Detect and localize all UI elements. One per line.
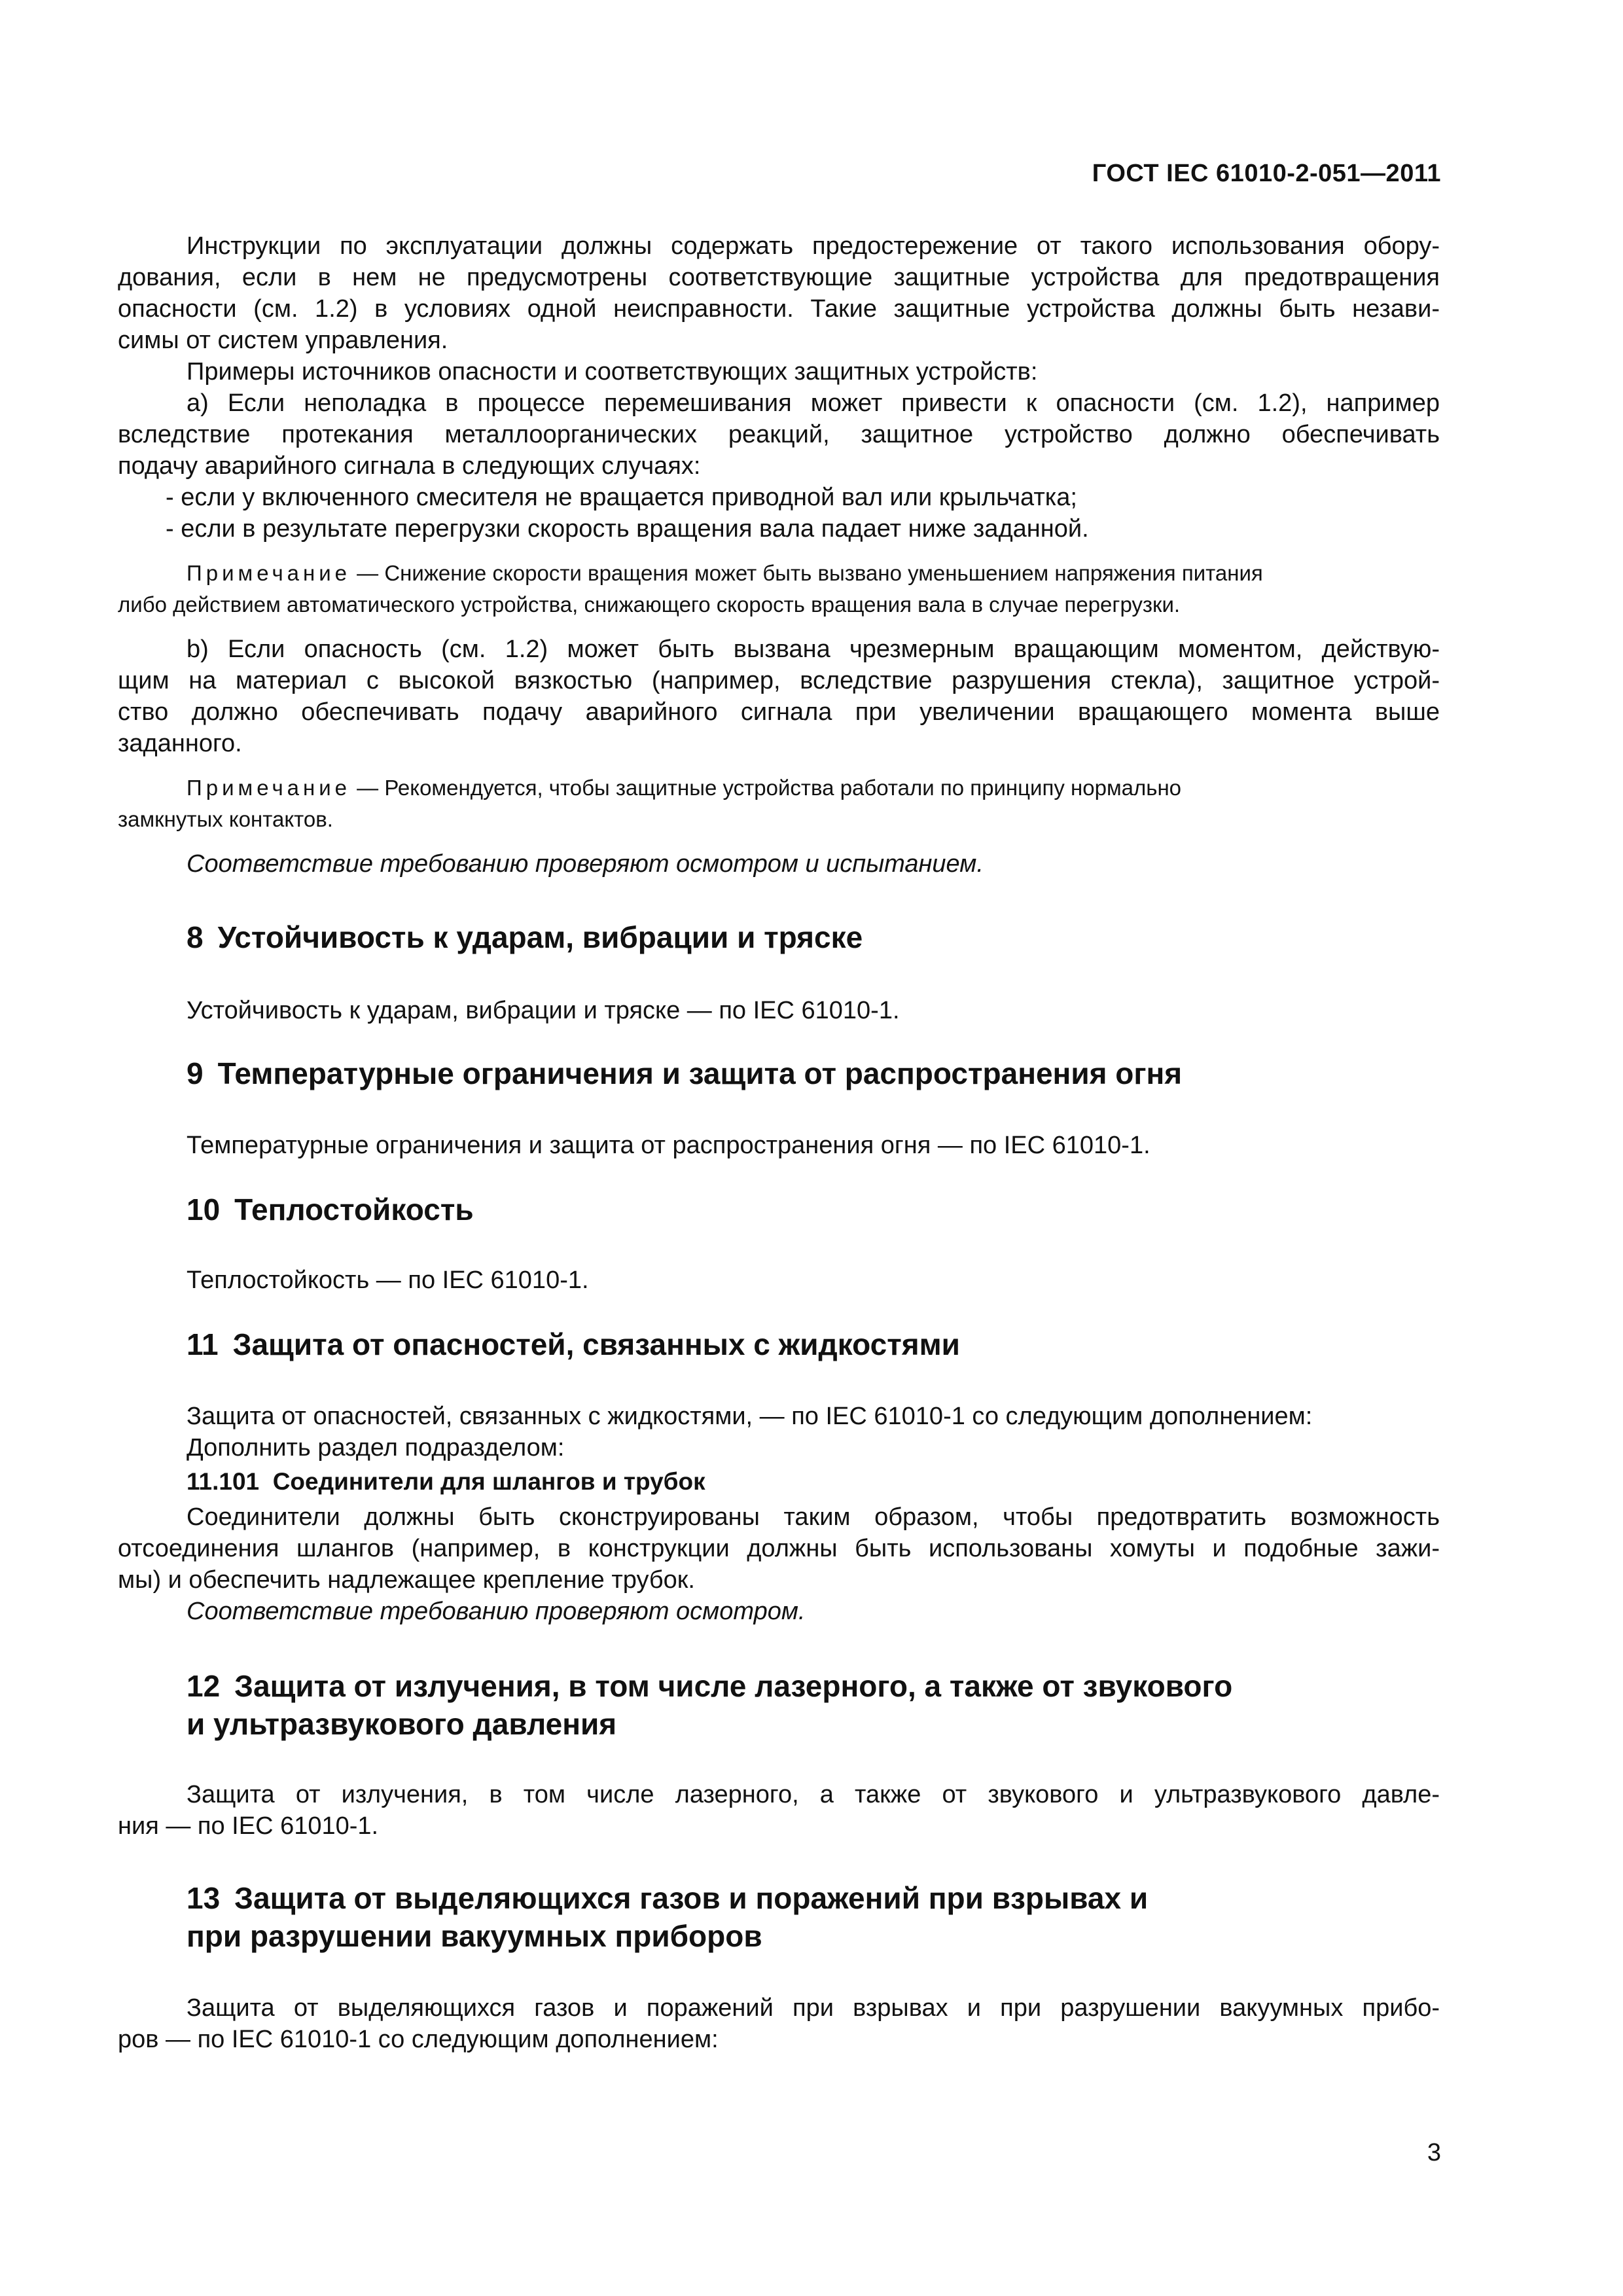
section-text: ния — по IEC 61010-1.	[118, 1812, 379, 1840]
section-text: Теплостойкость — по IEC 61010-1.	[187, 1266, 589, 1294]
section-text: Защита от опасностей, связанных с жидкостями, — по IEC 61010-1 со следующим дополнением:	[187, 1403, 1313, 1430]
section-heading	[187, 1190, 474, 1229]
note-text: — Снижение скорости вращения может быть вызвано уменьшением напряжения питания	[351, 561, 1263, 585]
section-number: 9	[187, 1056, 204, 1090]
note-text: — Рекомендуется, чтобы защитные устройства работали по принципу нормально	[351, 776, 1182, 800]
section-number: 13	[187, 1881, 221, 1915]
section-title: Теплостойкость	[234, 1193, 474, 1227]
section-title: Защита от опасностей, связанных с жидкостями	[232, 1327, 960, 1361]
section-title: Температурные ограничения и защита от распространения огня	[217, 1056, 1183, 1090]
list-item-a-line: а) Если неполадка в процессе перемешивания может привести к опасности (см. 1.2), например	[187, 389, 1440, 417]
paragraph-line: мы) и обеспечить надлежащее крепление трубок.	[118, 1566, 695, 1594]
compliance-statement: Соответствие требованию проверяют осмотром и испытанием.	[187, 850, 984, 878]
subsection-heading	[187, 1466, 705, 1498]
subsection-number: 11.101	[187, 1468, 260, 1495]
section-title: Устойчивость к ударам, вибрации и тряске	[217, 920, 863, 954]
compliance-statement: Соответствие требованию проверяют осмотром.	[187, 1598, 806, 1625]
section-heading-continuation: при разрушении вакуумных приборов	[187, 1919, 762, 1953]
note-label: Примечание	[187, 561, 351, 585]
list-item-b-line: заданного.	[118, 730, 242, 757]
section-heading	[187, 1878, 1148, 1918]
page-number: 3	[1427, 2139, 1441, 2166]
list-item-b-line: ство должно обеспечивать подачу аварийного сигнала при увеличении вращающего момента выше	[118, 698, 1440, 726]
section-title: Защита от излучения, в том числе лазерного, а также от звукового	[234, 1669, 1233, 1703]
paragraph-line: Инструкции по эксплуатации должны содержать предостережение от такого использования обору-	[187, 232, 1440, 260]
document-header: ГОСТ IEC 61010-2-051—2011	[1092, 160, 1441, 187]
section-text: ров — по IEC 61010-1 со следующим дополнением:	[118, 2026, 719, 2053]
section-text: Защита от излучения, в том числе лазерного, а также от звукового и ультразвукового давле-	[187, 1781, 1440, 1808]
section-heading	[187, 1054, 1182, 1093]
section-heading	[187, 1325, 960, 1364]
section-text: Защита от выделяющихся газов и поражений при взрывах и при разрушении вакуумных прибо-	[187, 1994, 1440, 2022]
paragraph-line: Примеры источников опасности и соответствующих защитных устройств:	[187, 358, 1038, 386]
subsection-title: Соединители для шлангов и трубок	[272, 1468, 705, 1495]
section-text: Устойчивость к ударам, вибрации и тряске — по IEC 61010-1.	[187, 997, 900, 1024]
list-item-b-line: щим на материал с высокой вязкостью (например, вследствие разрушения стекла), защитное устрой-	[118, 667, 1440, 694]
section-heading	[187, 1666, 1232, 1706]
paragraph-line: дования, если в нем не предусмотрены соответствующие защитные устройства для предотвращения	[118, 264, 1440, 291]
section-title: Защита от выделяющихся газов и поражений при взрывах и	[234, 1881, 1149, 1915]
note-label: Примечание	[187, 776, 351, 800]
section-number: 10	[187, 1193, 221, 1227]
list-item-b-line: b) Если опасность (см. 1.2) может быть вызвана чрезмерным вращающим моментом, действую-	[187, 636, 1440, 663]
section-text: Дополнить раздел подразделом:	[187, 1434, 565, 1462]
paragraph-line: опасности (см. 1.2) в условиях одной неисправности. Такие защитные устройства должны быть незави-	[118, 295, 1440, 323]
section-heading	[187, 918, 863, 957]
bullet-item: - если у включенного смесителя не вращается приводной вал или крыльчатка;	[166, 484, 1077, 511]
bullet-item: - если в результате перегрузки скорость вращения вала падает ниже заданной.	[166, 515, 1089, 543]
note-line	[187, 558, 1440, 589]
section-number: 8	[187, 920, 204, 954]
note-line: либо действием автоматического устройства, снижающего скорость вращения вала в случае перегрузки.	[118, 592, 1181, 617]
paragraph-line: Соединители должны быть сконструированы таким образом, чтобы предотвратить возможность	[187, 1503, 1440, 1531]
note-line	[187, 772, 1440, 804]
section-text: Температурные ограничения и защита от распространения огня — по IEC 61010-1.	[187, 1132, 1150, 1159]
section-number: 12	[187, 1669, 221, 1703]
section-heading-continuation: и ультразвукового давления	[187, 1707, 617, 1741]
paragraph-line: симы от систем управления.	[118, 327, 448, 354]
list-item-a-line: подачу аварийного сигнала в следующих случаях:	[118, 452, 701, 480]
paragraph-line: отсоединения шлангов (например, в конструкции должны быть использованы хомуты и подобные зажи-	[118, 1535, 1440, 1562]
list-item-a-line: вследствие протекания металлоорганических реакций, защитное устройство должно обеспечивать	[118, 421, 1440, 448]
note-line: замкнутых контактов.	[118, 807, 333, 831]
section-number: 11	[187, 1327, 219, 1361]
